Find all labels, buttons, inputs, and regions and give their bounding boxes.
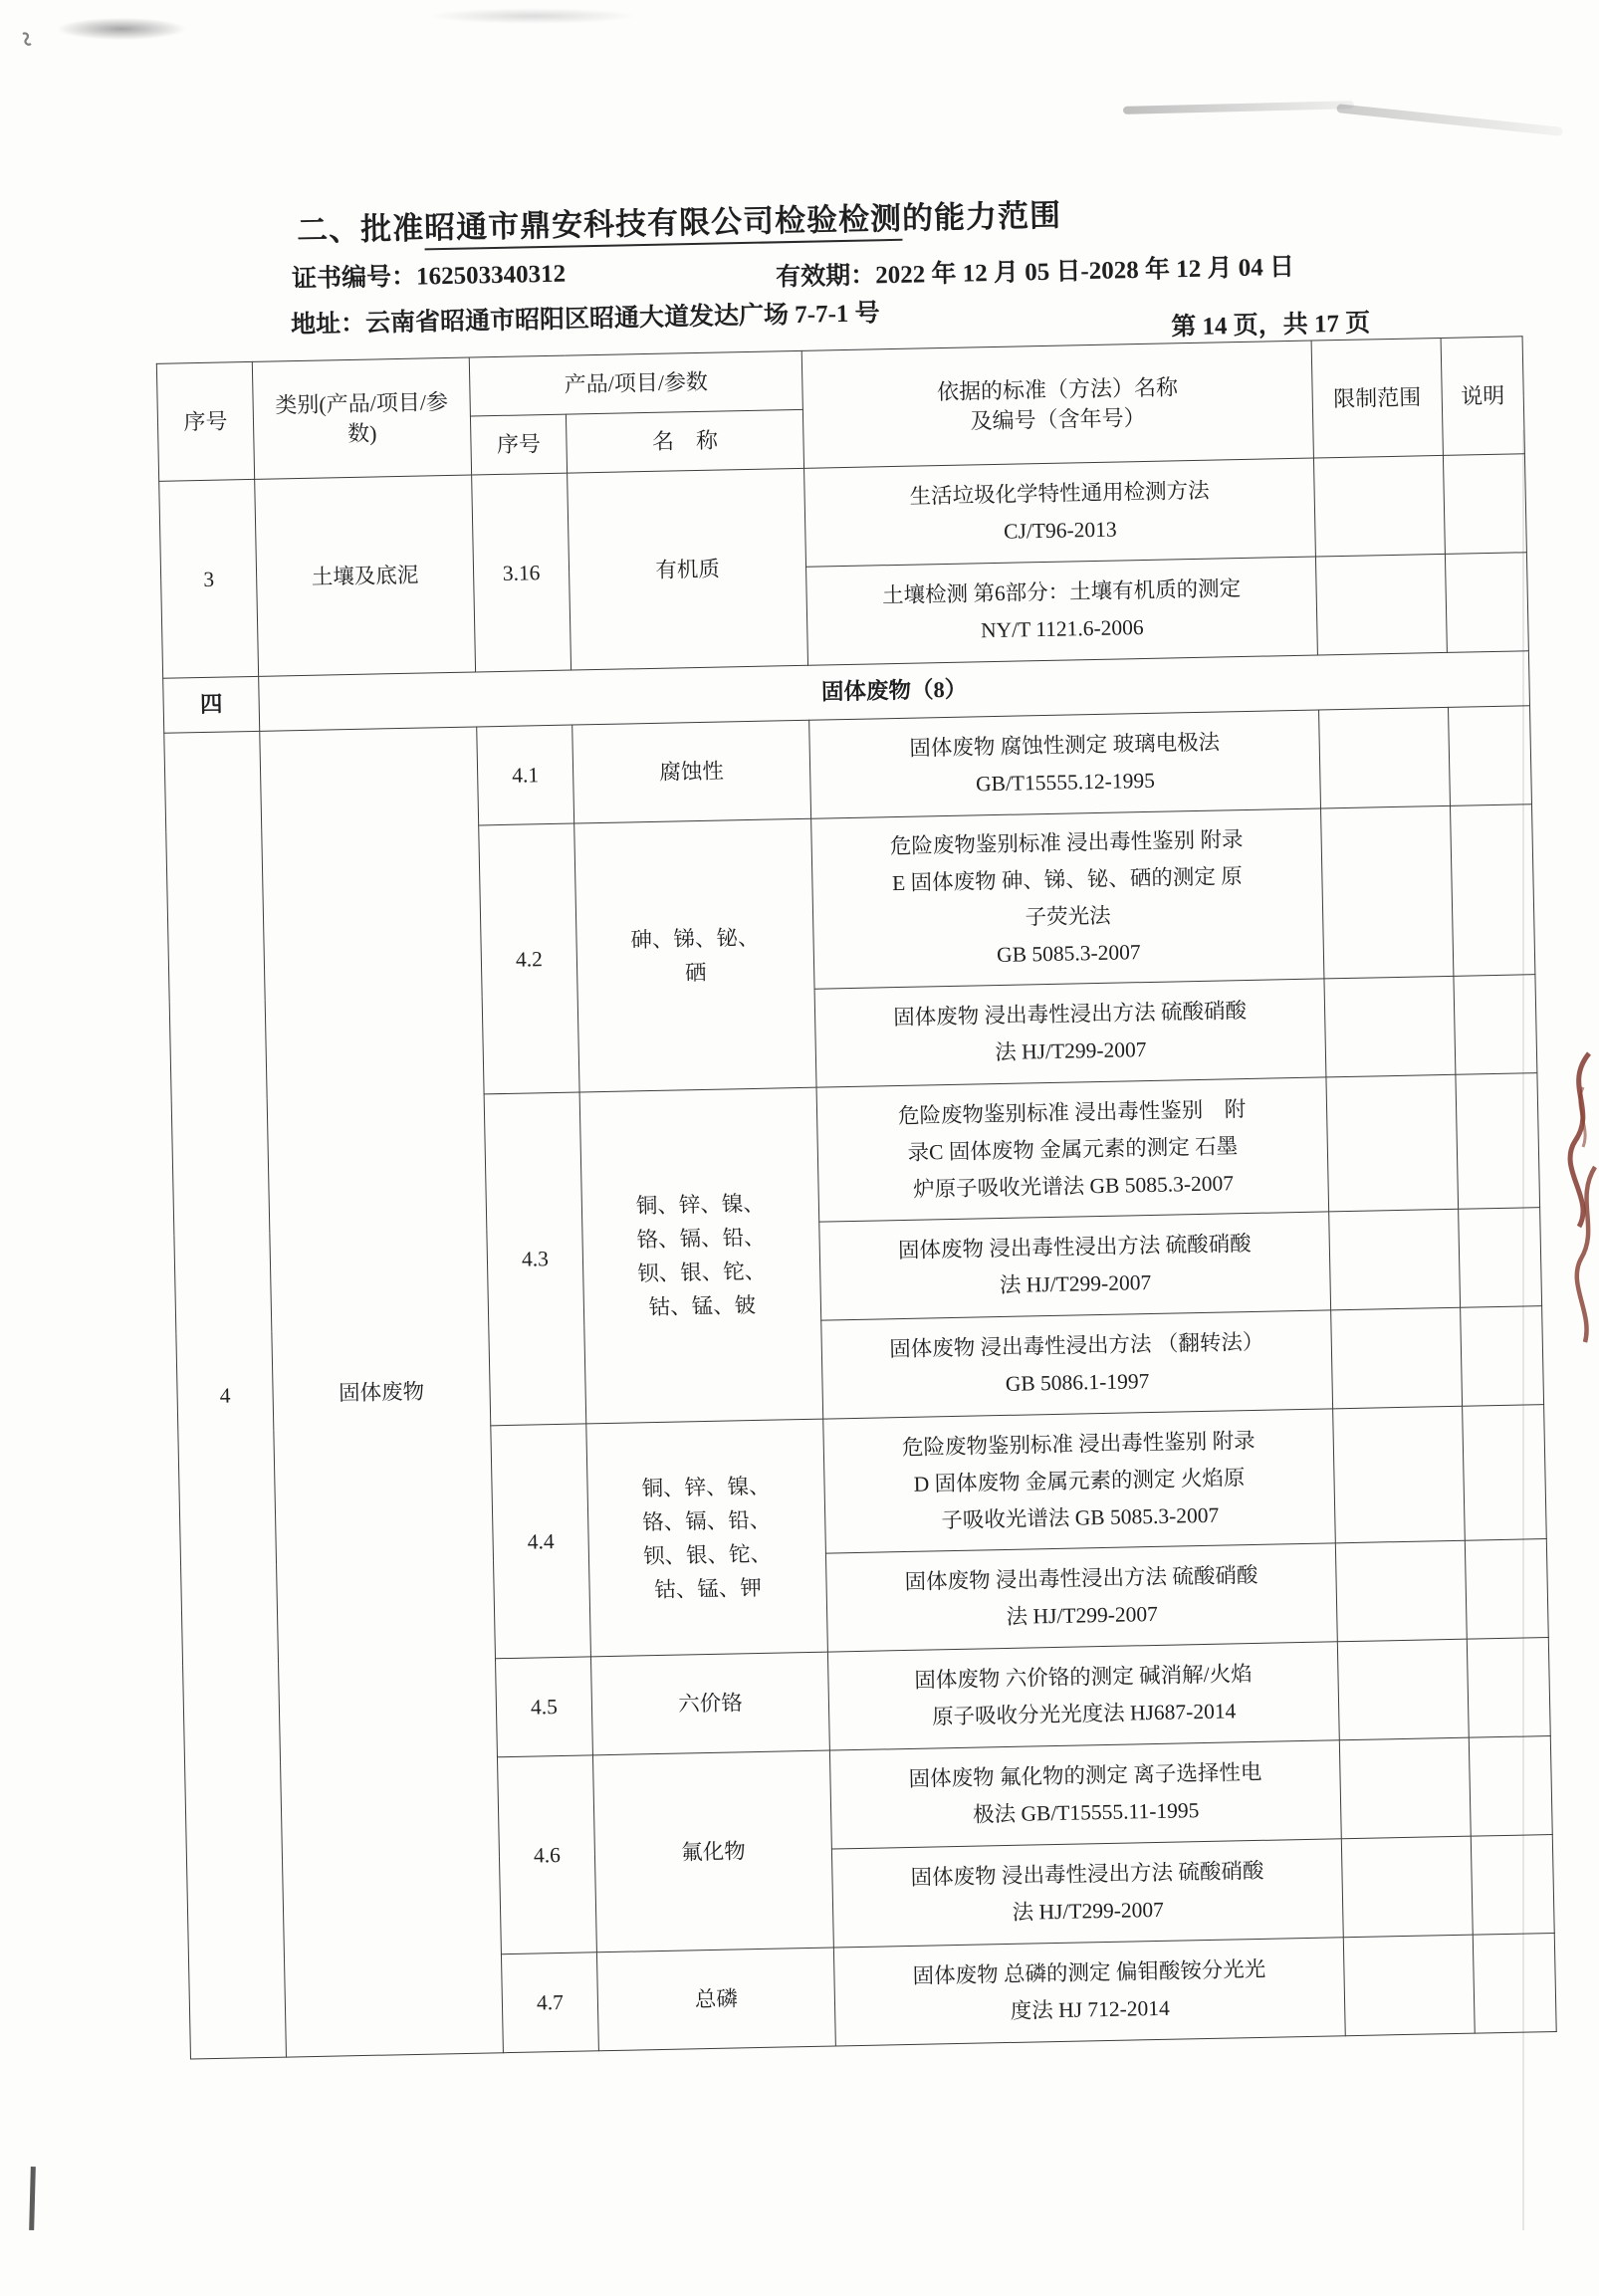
item-name-cell: 腐蚀性 bbox=[572, 720, 811, 823]
validity-label: 有效期： bbox=[775, 262, 876, 292]
note-cell bbox=[1461, 1306, 1544, 1407]
standard-cell: 固体废物 腐蚀性测定 玻璃电极法 GB/T15555.12-1995 bbox=[809, 710, 1321, 818]
seq-cell: 4 bbox=[164, 731, 287, 2059]
restriction-cell bbox=[1331, 1307, 1463, 1409]
item-seq-cell: 4.7 bbox=[501, 1952, 598, 2053]
section-title-cell: 固体废物（8） bbox=[259, 651, 1530, 732]
header-row bbox=[156, 337, 1523, 423]
note-cell bbox=[1456, 1073, 1540, 1210]
note-cell bbox=[1443, 454, 1526, 555]
restriction-cell bbox=[1339, 1737, 1471, 1839]
title-prefix: 二、批准 bbox=[296, 210, 425, 248]
item-seq-cell: 4.5 bbox=[495, 1657, 592, 1757]
note-cell bbox=[1465, 1539, 1548, 1640]
note-cell bbox=[1451, 804, 1535, 977]
col-header-sub-seq: 序号 bbox=[470, 414, 567, 475]
item-name-cell: 铜、锌、镍、 铬、镉、铅、 钡、银、铊、 钴、锰、钾 bbox=[586, 1419, 828, 1657]
page-number: 第 14 页，共 17 页 bbox=[1171, 310, 1371, 342]
certificate-number-label: 证书编号： bbox=[291, 263, 417, 294]
capability-scope-table bbox=[156, 336, 1557, 2059]
standard-cell: 危险废物鉴别标准 浸出毒性鉴别 附录 D 固体废物 金属元素的测定 火焰原 子吸收光谱法 GB 5085.3-2007 bbox=[823, 1409, 1336, 1553]
item-name-cell: 有机质 bbox=[568, 468, 808, 670]
standard-cell: 危险废物鉴别标准 浸出毒性鉴别 附 录C 固体废物 金属元素的测定 石墨 炉原子吸收光谱法 GB 5085.3-2007 bbox=[816, 1077, 1329, 1222]
col-header-restriction: 限制范围 bbox=[1311, 338, 1443, 458]
col-header-sub-name: 名 称 bbox=[566, 409, 803, 473]
standard-cell: 固体废物 六价铬的测定 碱消解/火焰 原子吸收分光光度法 HJ687-2014 bbox=[827, 1642, 1339, 1750]
item-seq-cell: 4.3 bbox=[484, 1092, 586, 1426]
note-cell bbox=[1473, 1933, 1556, 2033]
item-name-cell: 砷、锑、铋、 硒 bbox=[574, 818, 816, 1092]
col-header-standard: 依据的标准（方法）名称 及编号（含年号） bbox=[801, 341, 1313, 468]
col-header-category: 类别(产品/项目/参数) bbox=[252, 357, 471, 479]
validity-line bbox=[776, 247, 1294, 293]
note-cell bbox=[1471, 1835, 1554, 1936]
standard-cell: 固体废物 浸出毒性浸出方法 （翻转法） GB 5086.1-1997 bbox=[821, 1310, 1333, 1419]
restriction-cell bbox=[1319, 707, 1451, 808]
address-line bbox=[291, 293, 880, 341]
standard-cell: 生活垃圾化学特性通用检测方法 CJ/T96-2013 bbox=[804, 458, 1316, 567]
restriction-cell bbox=[1333, 1406, 1466, 1543]
category-cell: 土壤及底泥 bbox=[255, 475, 476, 676]
item-seq-cell: 4.4 bbox=[491, 1424, 591, 1659]
col-header-seq: 序号 bbox=[156, 361, 254, 481]
standard-cell: 固体废物 浸出毒性浸出方法 硫酸硝酸 法 HJ/T299-2007 bbox=[814, 979, 1326, 1087]
standard-cell: 土壤检测 第6部分：土壤有机质的测定 NY/T 1121.6-2006 bbox=[806, 557, 1318, 665]
title-suffix: 的能力范围 bbox=[901, 197, 1062, 236]
restriction-cell bbox=[1343, 1935, 1475, 2036]
note-cell bbox=[1454, 975, 1537, 1075]
item-seq-cell: 4.6 bbox=[497, 1755, 596, 1954]
note-cell bbox=[1459, 1208, 1542, 1308]
seq-cell: 3 bbox=[159, 479, 259, 678]
restriction-cell bbox=[1337, 1639, 1469, 1740]
restriction-cell bbox=[1313, 455, 1445, 557]
item-name-cell: 铜、锌、镍、 铬、镉、铅、 钡、银、铊、 钴、锰、铍 bbox=[579, 1087, 823, 1424]
standard-cell: 危险废物鉴别标准 浸出毒性鉴别 附录 E 固体废物 砷、锑、铋、硒的测定 原 子荧光法 GB 5085.3-2007 bbox=[811, 808, 1324, 989]
restriction-cell bbox=[1315, 554, 1447, 655]
restriction-cell bbox=[1329, 1209, 1461, 1310]
page-title bbox=[297, 190, 1062, 250]
category-cell: 固体废物 bbox=[260, 727, 504, 2057]
validity-value: 2022 年 12 月 05 日-2028 年 12 月 04 日 bbox=[874, 253, 1295, 290]
note-cell bbox=[1445, 553, 1528, 653]
standard-cell: 固体废物 浸出毒性浸出方法 硫酸硝酸 法 HJ/T299-2007 bbox=[825, 1543, 1337, 1652]
standard-cell: 固体废物 浸出毒性浸出方法 硫酸硝酸 法 HJ/T299-2007 bbox=[831, 1839, 1343, 1948]
address-value: 云南省昭通市昭阳区昭通大道发达广场 7-7-1 号 bbox=[364, 300, 880, 338]
restriction-cell bbox=[1324, 976, 1456, 1077]
col-header-product-params: 产品/项目/参数 bbox=[469, 350, 802, 416]
certificate-number-value: 162503340312 bbox=[415, 260, 567, 291]
standard-cell: 固体废物 浸出毒性浸出方法 硫酸硝酸 法 HJ/T299-2007 bbox=[819, 1212, 1331, 1320]
item-name-cell: 六价铬 bbox=[590, 1652, 829, 1755]
item-name-cell: 氟化物 bbox=[592, 1750, 833, 1952]
item-seq-cell: 4.2 bbox=[479, 823, 579, 1094]
restriction-cell bbox=[1321, 805, 1454, 979]
address-label: 地址： bbox=[290, 310, 366, 340]
restriction-cell bbox=[1335, 1540, 1467, 1642]
note-cell bbox=[1469, 1736, 1552, 1837]
col-header-note: 说明 bbox=[1441, 337, 1524, 456]
item-name-cell: 总磷 bbox=[596, 1948, 835, 2051]
note-cell bbox=[1449, 706, 1532, 806]
note-cell bbox=[1463, 1405, 1547, 1541]
item-seq-cell: 4.1 bbox=[477, 725, 574, 825]
note-cell bbox=[1467, 1638, 1550, 1738]
section-seq-cell: 四 bbox=[163, 676, 260, 733]
standard-cell: 固体废物 氟化物的测定 离子选择性电 极法 GB/T15555.11-1995 bbox=[829, 1740, 1341, 1849]
restriction-cell bbox=[1341, 1836, 1473, 1938]
item-seq-cell: 3.16 bbox=[472, 473, 571, 672]
standard-cell: 固体废物 总磷的测定 偏钼酸铵分光光 度法 HJ 712-2014 bbox=[833, 1938, 1345, 2046]
restriction-cell bbox=[1326, 1074, 1459, 1212]
certificate-number-line bbox=[292, 254, 567, 296]
title-company-underlined: 昭通市鼎安科技有限公司检验检测 bbox=[424, 201, 903, 251]
